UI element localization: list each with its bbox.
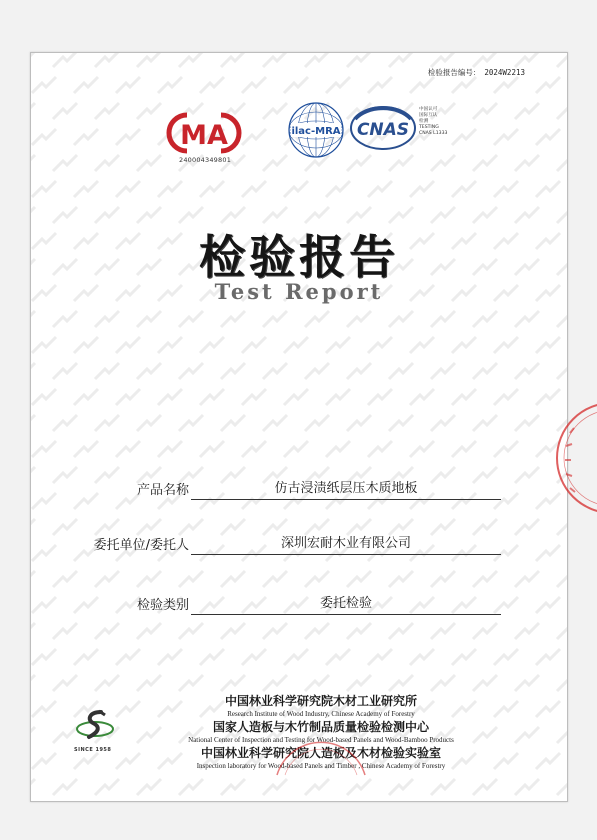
field-label: 产品名称	[136, 483, 189, 498]
institute-seal-stamp	[271, 717, 371, 777]
field-value: 深圳宏耐木业有限公司	[280, 536, 411, 551]
cnas-side-line: CNAS L1333	[419, 131, 448, 136]
svg-text:ilac-MRA: ilac-MRA	[291, 126, 341, 137]
field-product-name	[31, 480, 567, 502]
cnas-logo-icon	[349, 105, 417, 151]
field-label: 检验类别	[136, 598, 189, 613]
institution-name-cn: 中国林业科学研究院木材工业研究所	[224, 694, 417, 708]
field-underline	[191, 499, 501, 500]
certification-logos	[31, 53, 567, 183]
field-underline	[191, 554, 501, 555]
field-value: 仿古浸渍纸层压木质地板	[274, 481, 418, 496]
field-value: 委托检验	[319, 596, 372, 611]
ilac-mra-logo-icon	[285, 101, 347, 159]
svg-text:MA: MA	[180, 120, 228, 151]
report-cover-page	[30, 52, 568, 802]
svg-text:CNAS: CNAS	[356, 120, 410, 140]
cnas-side-line: TESTING	[419, 125, 439, 130]
cnas-side-line: 国际互认	[419, 113, 438, 118]
report-number-value: 2024W2213	[484, 68, 525, 77]
report-title-english: Test Report	[214, 279, 384, 304]
field-underline	[191, 614, 501, 615]
field-inspection-type	[31, 595, 567, 617]
institution-name-cn: 中国林业科学研究院人造板及木材检验实验室	[200, 746, 441, 760]
cnas-side-text	[419, 107, 465, 137]
cnas-side-line: 检测	[419, 119, 429, 124]
institution-name-en: Research Institute of Wood Industry, Chinese Academy of Forestry	[227, 710, 415, 718]
report-title-chinese: 检验报告	[199, 230, 399, 284]
institution-name-en: National Center of Inspection and Testing for Wood-based Panels and Wood-Bamboo Products	[188, 736, 454, 744]
inspection-seal-stamp	[552, 398, 597, 518]
field-label: 委托单位/委托人	[93, 538, 189, 553]
institute-since-text: SINCE 1958	[74, 747, 112, 753]
field-client	[31, 535, 567, 557]
cma-number: 240004349801	[179, 156, 232, 164]
cma-logo-icon	[165, 111, 243, 155]
institution-name-en: Inspection laboratory for Wood-based Panels and Timber , Chinese Academy of Forestry	[196, 762, 446, 770]
institution-name-cn: 国家人造板与木竹制品质量检验检测中心	[212, 720, 429, 734]
cnas-side-line: 中国认可	[419, 107, 438, 112]
institution-1	[53, 693, 568, 719]
report-number-label: 检验报告编号：	[427, 68, 481, 77]
